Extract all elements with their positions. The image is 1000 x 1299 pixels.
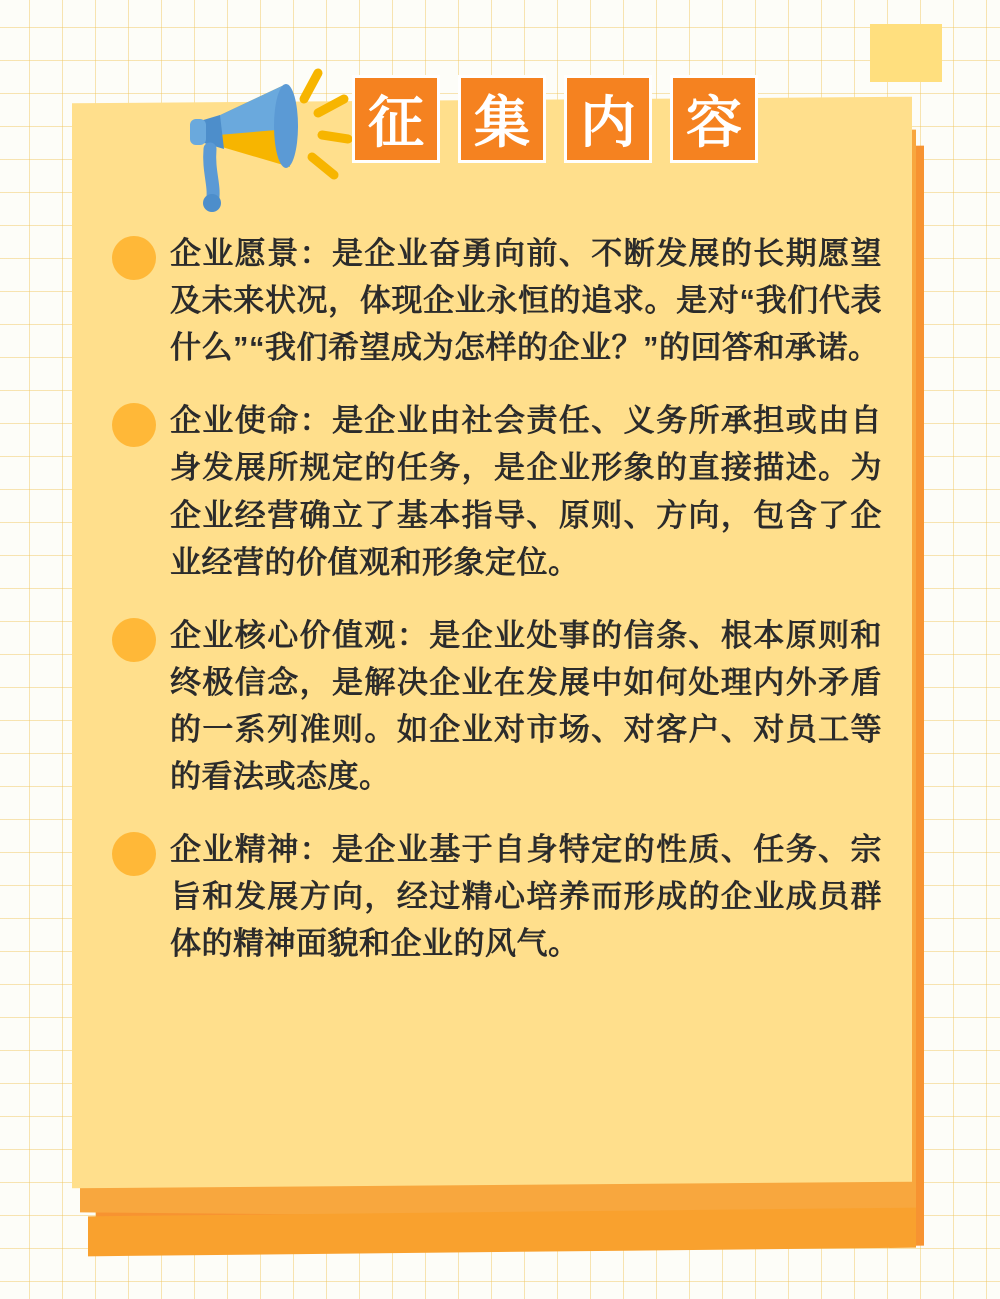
title-char-2: 集 <box>458 75 546 163</box>
list-item <box>112 826 882 967</box>
title-char-4: 容 <box>670 75 758 163</box>
content-list <box>112 230 882 994</box>
list-item-text: 企业精神：是企业基于自身特定的性质、任务、宗旨和发展方向，经过精心培养而形成的企业成员群体的精神面貌和企业的风气。 <box>170 832 882 962</box>
bullet-dot-icon <box>112 403 156 447</box>
bottom-accent-bar <box>88 1208 916 1257</box>
card-content-layer <box>72 91 912 1185</box>
bullet-dot-icon <box>112 618 156 662</box>
page-title <box>352 75 758 163</box>
megaphone-icon <box>172 55 352 215</box>
bullet-dot-icon <box>112 832 156 876</box>
title-char-3: 内 <box>564 75 652 163</box>
decorative-square <box>870 24 942 82</box>
list-item <box>112 230 882 371</box>
list-item-text: 企业愿景：是企业奋勇向前、不断发展的长期愿望及未来状况，体现企业永恒的追求。是对“我们代表什么”“我们希望成为怎样的企业？”的回答和承诺。 <box>170 236 882 366</box>
list-item-text: 企业使命：是企业由社会责任、义务所承担或由自身发展所规定的任务，是企业形象的直接描述。为企业经营确立了基本指导、原则、方向，包含了企业经营的价值观和形象定位。 <box>170 403 882 580</box>
title-char-1: 征 <box>352 75 440 163</box>
bullet-dot-icon <box>112 236 156 280</box>
list-item-text: 企业核心价值观：是企业处事的信条、根本原则和终极信念，是解决企业在发展中如何处理内外矛盾的一系列准则。如企业对市场、对客户、对员工等的看法或态度。 <box>170 617 882 795</box>
list-item <box>112 612 882 800</box>
list-item <box>112 397 882 585</box>
